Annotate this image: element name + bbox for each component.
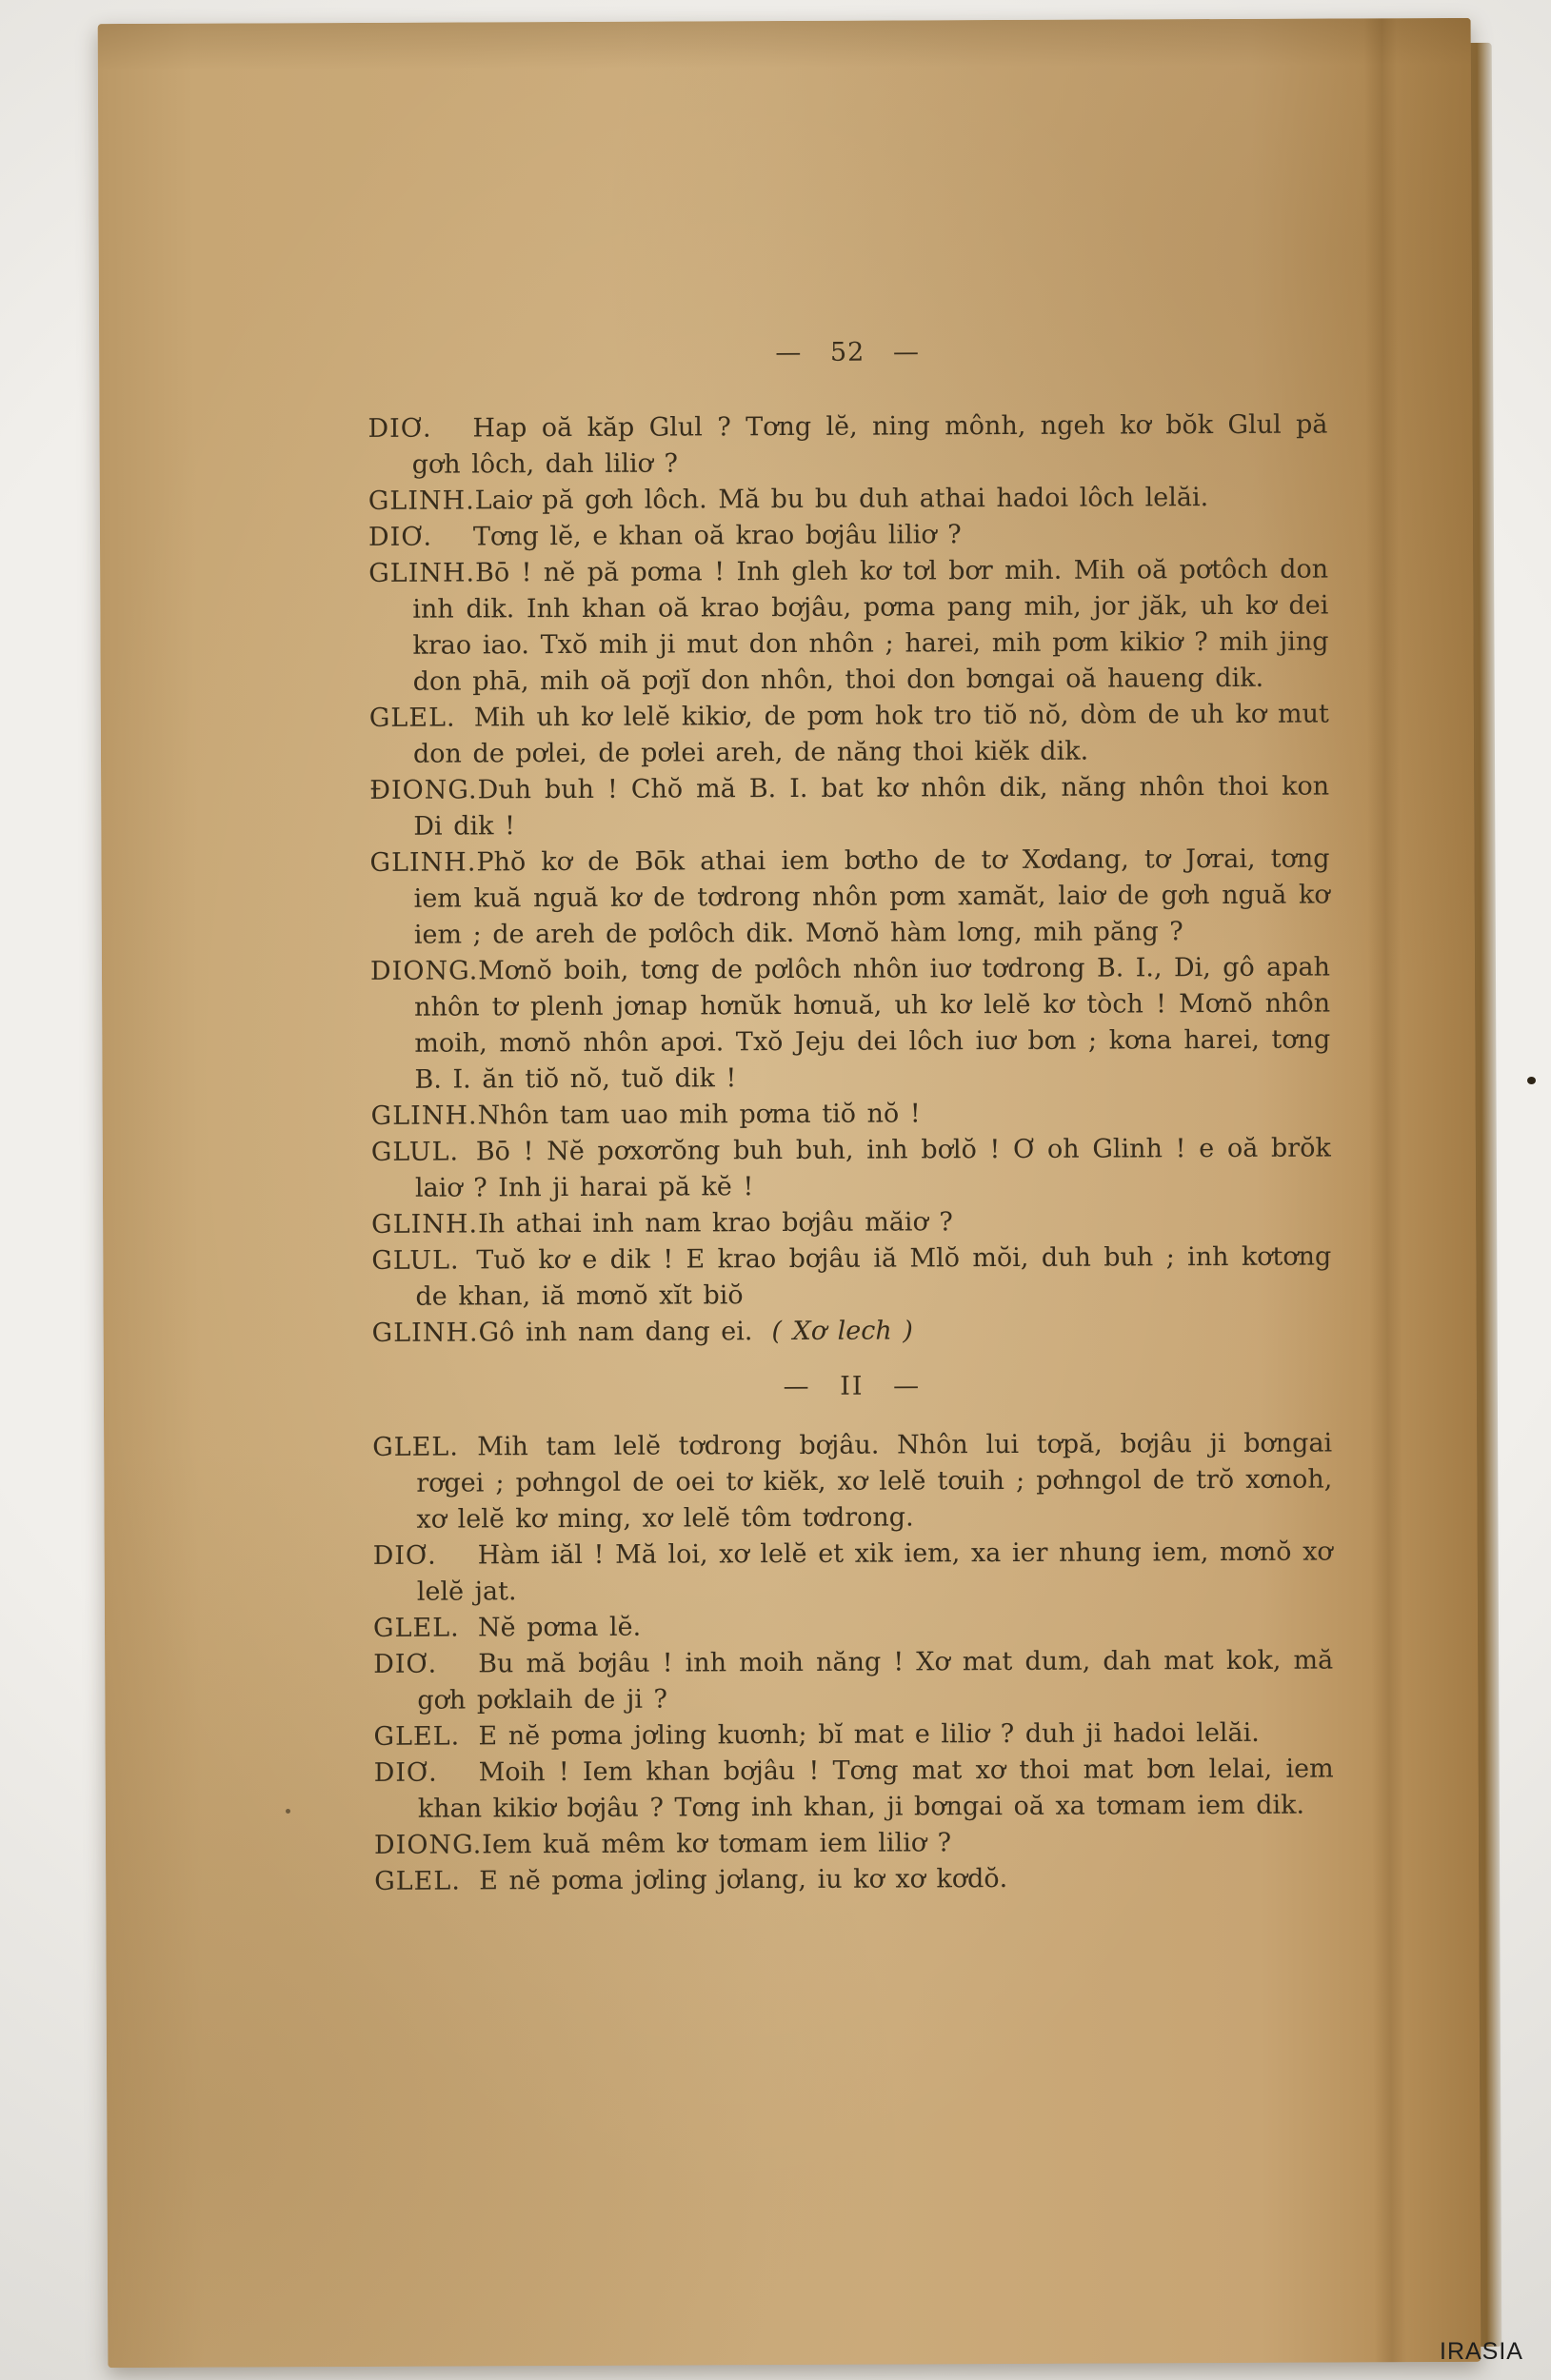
page-crease bbox=[1364, 18, 1407, 2362]
dialogue-text: Bō ! Nĕ pơxơrŏng buh buh, inh bơlŏ ! Ơ oh Glinh ! e oă brŏk laiơ ? Inh ji harai pă kĕ ! bbox=[414, 1133, 1331, 1203]
dialogue-line bbox=[368, 552, 1329, 701]
speaker-name: DIƠ. bbox=[373, 1649, 438, 1679]
dialogue-line bbox=[370, 950, 1331, 1099]
speaker-name: GLUL. bbox=[371, 1245, 460, 1276]
dialogue-text: Duh buh ! Chŏ mă B. I. bat kơ nhôn dik, năng nhôn thoi kon Di dik ! bbox=[413, 771, 1330, 842]
dialogue-text: Iem kuă mêm kơ tơmam iem liliơ ? bbox=[482, 1828, 952, 1860]
speaker-name: DIONG. bbox=[373, 1830, 483, 1860]
section-divider: — II — bbox=[783, 1371, 922, 1402]
dialogue-text: Laiơ pă gơh lôch. Mă bu bu duh athai hadoi lôch lelăi. bbox=[474, 483, 1209, 516]
dialogue-text: Mơnŏ boih, tơng de pơlôch nhôn iuơ tơdrong B. I., Di, gô apah nhôn tơ plenh jơnap hơnŭk hơnuă, uh kơ lelĕ kơ tòch ! Mơnŏ nhôn moih, mơnŏ nhôn apơi. Txŏ Jeju dei lôch iuơ bơn ; kơna harei, tơng B. I. ăn tiŏ nŏ, tuŏ dik ! bbox=[414, 952, 1331, 1095]
dialogue-line bbox=[372, 1312, 1332, 1352]
speaker-name: DIƠ. bbox=[368, 522, 433, 552]
speaker-name: DIƠ. bbox=[373, 1757, 438, 1788]
speaker-name: GLEL. bbox=[372, 1432, 459, 1462]
scanned-book-page bbox=[98, 18, 1481, 2368]
speaker-name: DIƠ. bbox=[372, 1540, 437, 1571]
dialogue-text: Hàm iăl ! Mă loi, xơ lelĕ et xik iem, xa ier nhung iem, mơnŏ xơ lelĕ jat. bbox=[416, 1537, 1333, 1607]
dialogue-scene-1 bbox=[368, 407, 1331, 1352]
dialogue-line bbox=[373, 1607, 1333, 1647]
dialogue-text: E nĕ pơma jơling kuơnh; bĭ mat e liliơ ? duh ji hadoi lelăi. bbox=[478, 1717, 1260, 1752]
speaker-name: GLEL. bbox=[374, 1866, 461, 1896]
page-content bbox=[368, 333, 1334, 1900]
dialogue-line bbox=[369, 769, 1329, 845]
dialogue-line bbox=[374, 1824, 1334, 1864]
dialogue-text: Gô inh nam dang ei. bbox=[478, 1317, 753, 1348]
dialogue-text: Bō ! nĕ pă pơma ! Inh gleh kơ tơl bơr mih. Mih oă pơtôch don inh dik. Inh khan oă krao bơjâu, pơma pang mih, jor jăk, uh kơ dei krao iao. Txŏ mih ji mut don nhôn ; harei, mih pơm kikiơ ? mih jing don phā, mih oă pơjĭ don nhôn, thoi don bơngai oă haueng dik. bbox=[412, 554, 1329, 697]
speaker-name: GLEL. bbox=[373, 1721, 461, 1752]
speaker-name: GLEL. bbox=[372, 1613, 460, 1643]
dialogue-text: Hap oă kăp Glul ? Tơng lĕ, ning mônh, ngeh kơ bŏk Glul pă gơh lôch, dah liliơ ? bbox=[411, 409, 1328, 480]
speaker-name: DIƠ. bbox=[368, 413, 432, 444]
dialogue-line bbox=[373, 1716, 1333, 1755]
dialogue-text: E nĕ pơma jơling jơlang, iu kơ xơ kơdŏ. bbox=[479, 1864, 1008, 1896]
speaker-name: GLUL. bbox=[370, 1137, 460, 1167]
page-number: — 52 — bbox=[775, 337, 920, 368]
dialogue-text: Nĕ pơma lĕ. bbox=[477, 1612, 642, 1643]
dialogue-text: Bu mă bơjâu ! inh moih năng ! Xơ mat dum, dah mat kok, mă gơh pơklaih de ji ? bbox=[417, 1645, 1334, 1716]
dialogue-text: Nhôn tam uao mih pơma tiŏ nŏ ! bbox=[477, 1099, 921, 1131]
dialogue-line bbox=[371, 1131, 1331, 1207]
dialogue-text: Tuŏ kơ e dik ! E krao bơjâu iă Mlŏ mŏi, duh buh ; inh kơtơng de khan, iă mơnŏ xĭt biŏ bbox=[415, 1241, 1332, 1312]
speaker-name: ĐIONG. bbox=[369, 775, 478, 805]
dialogue-line bbox=[374, 1752, 1334, 1828]
speaker-name: GLINH. bbox=[370, 1101, 478, 1131]
dialogue-scene-2 bbox=[372, 1426, 1334, 1900]
dialogue-line bbox=[373, 1535, 1333, 1611]
dialogue-text: Ih athai inh nam krao bơjâu măiơ ? bbox=[477, 1207, 953, 1240]
dialogue-line bbox=[368, 480, 1328, 520]
speaker-name: GLINH. bbox=[368, 486, 475, 516]
speaker-name: GLINH. bbox=[368, 558, 476, 588]
dialogue-line bbox=[369, 842, 1329, 954]
dialogue-line bbox=[374, 1860, 1334, 1900]
dialogue-line bbox=[371, 1095, 1331, 1135]
dialogue-text: Mih tam lelĕ tơdrong bơjâu. Nhôn lui tơpă, bơjâu ji bơngai rơgei ; pơhngol de oei tơ kiĕk, xơ lelĕ tơuih ; pơhngol de trŏ xơnoh, xơ lelĕ kơ ming, xơ lelĕ tôm tơdrong. bbox=[416, 1428, 1333, 1535]
dialogue-text: Tơng lĕ, e khan oă krao bơjâu liliơ ? bbox=[472, 520, 962, 552]
dialogue-line bbox=[373, 1643, 1333, 1719]
library-watermark: IRASIA bbox=[1440, 2338, 1523, 2365]
dialogue-line bbox=[371, 1203, 1331, 1243]
dialogue-line bbox=[369, 697, 1329, 773]
speaker-name: GLINH. bbox=[371, 1318, 479, 1348]
speaker-name: GLEL. bbox=[368, 703, 456, 733]
dialogue-line bbox=[368, 407, 1327, 484]
speaker-name: DIONG. bbox=[369, 956, 479, 986]
dialogue-text: Mih uh kơ lelĕ kikiơ, de pơm hok tro tiŏ nŏ, dòm de uh kơ mut don de pơlei, de pơlei areh, de năng thoi kiĕk dik. bbox=[412, 699, 1329, 769]
dialogue-text: Phŏ kơ de Bōk athai iem bơtho de tơ Xơdang, tơ Jơrai, tơng iem kuă nguă kơ de tơdrong nhôn pơm xamăt, laiơ de gơh nguă kơ iem ; de areh de pơlôch dik. Mơnŏ hàm lơng, mih păng ? bbox=[413, 843, 1330, 950]
dialogue-text: Moih ! Iem khan bơjâu ! Tơng mat xơ thoi mat bơn lelai, iem khan kikiơ bơjâu ? Tơng inh khan, ji bơngai oă xa tơmam iem dik. bbox=[417, 1754, 1334, 1824]
speaker-name: GLINH. bbox=[369, 847, 477, 878]
dialogue-line bbox=[372, 1426, 1332, 1538]
dialogue-line bbox=[368, 516, 1328, 556]
speaker-name: GLINH. bbox=[371, 1209, 479, 1240]
dialogue-line bbox=[371, 1240, 1331, 1316]
ink-speck bbox=[286, 1809, 290, 1814]
stage-direction: ( Xơ lech ) bbox=[771, 1316, 913, 1347]
ink-speck bbox=[1527, 1077, 1536, 1084]
